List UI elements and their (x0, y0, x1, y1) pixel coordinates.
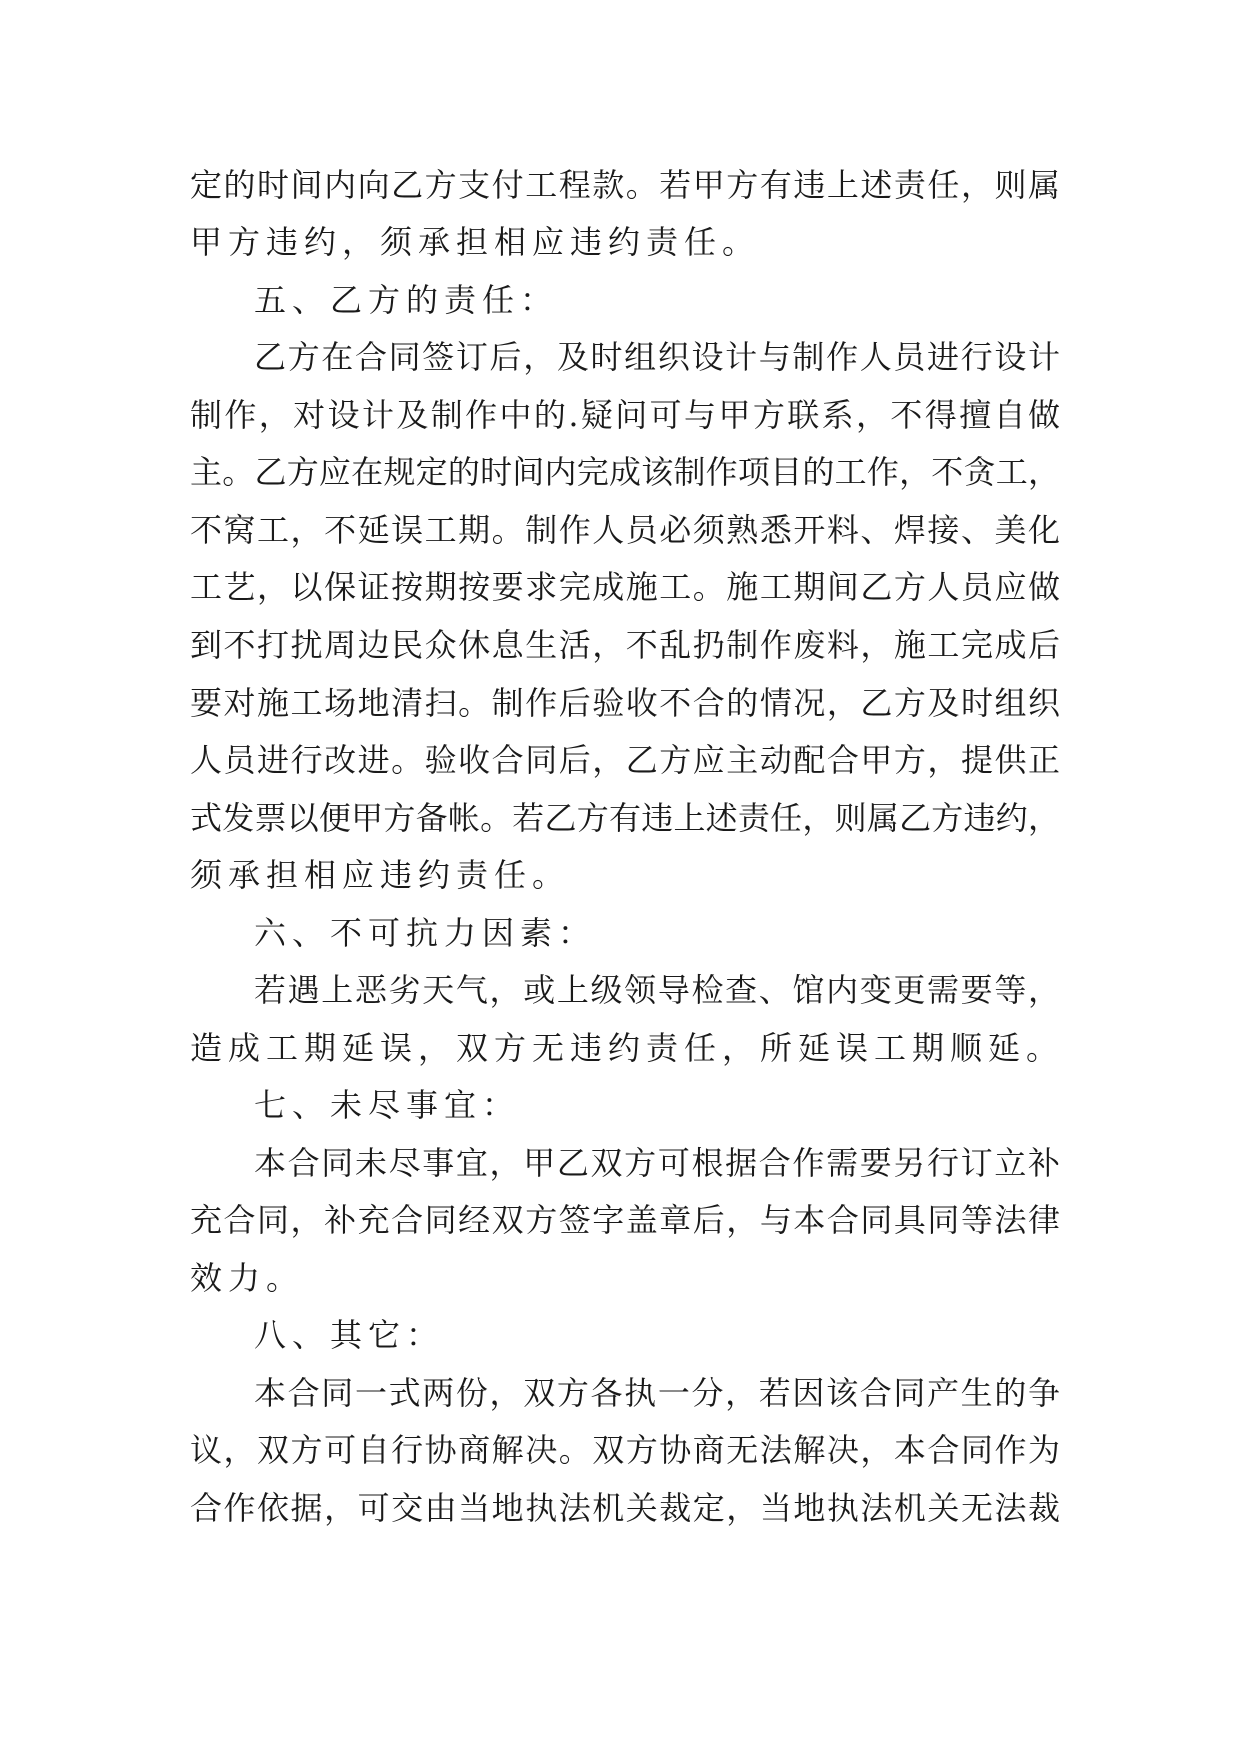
text-line: 乙方在合同签订后，及时组织设计与制作人员进行设计 (254, 338, 1060, 376)
text-line: 须承担相应违约责任。 (190, 856, 571, 894)
text-line: 甲方违约，须承担相应违约责任。 (190, 223, 761, 261)
text-line: 人员进行改进。验收合同后，乙方应主动配合甲方，提供正 (190, 741, 1060, 779)
text-line: 本合同一式两份，双方各执一分，若因该合同产生的争 (254, 1374, 1060, 1412)
text-line: 到不打扰周边民众休息生活，不乱扔制作废料，施工完成后 (190, 626, 1060, 664)
text-line: 式发票以便甲方备帐。若乙方有违上述责任，则属乙方违约， (190, 799, 1060, 837)
text-line: 制作，对设计及制作中的.疑问可与甲方联系，不得擅自做 (190, 396, 1060, 434)
text-line: 若遇上恶劣天气，或上级领导检查、馆内变更需要等， (254, 971, 1060, 1009)
text-line: 工艺，以保证按期按要求完成施工。施工期间乙方人员应做 (190, 568, 1060, 606)
text-line: 要对施工场地清扫。制作后验收不合的情况，乙方及时组织 (190, 684, 1060, 722)
text-line: 本合同未尽事宜，甲乙双方可根据合作需要另行订立补 (254, 1144, 1060, 1182)
section-heading: 六、不可抗力因素： (254, 914, 597, 952)
section-heading: 五、乙方的责任： (254, 281, 559, 319)
text-line: 主。乙方应在规定的时间内完成该制作项目的工作，不贪工， (190, 453, 1060, 491)
text-line: 定的时间内向乙方支付工程款。若甲方有违上述责任，则属 (190, 166, 1060, 204)
text-line: 造成工期延误，双方无违约责任，所延误工期顺延。 (190, 1029, 1065, 1067)
text-line: 合作依据，可交由当地执法机关裁定，当地执法机关无法裁 (190, 1489, 1060, 1527)
section-heading: 七、未尽事宜： (254, 1086, 521, 1124)
text-line: 充合同，补充合同经双方签字盖章后，与本合同具同等法律 (190, 1201, 1060, 1239)
text-line: 议，双方可自行协商解决。双方协商无法解决，本合同作为 (190, 1431, 1060, 1469)
text-line: 不窝工，不延误工期。制作人员必须熟悉开料、焊接、美化 (190, 511, 1060, 549)
text-line: 效力。 (190, 1259, 305, 1297)
section-heading: 八、其它： (254, 1316, 445, 1354)
